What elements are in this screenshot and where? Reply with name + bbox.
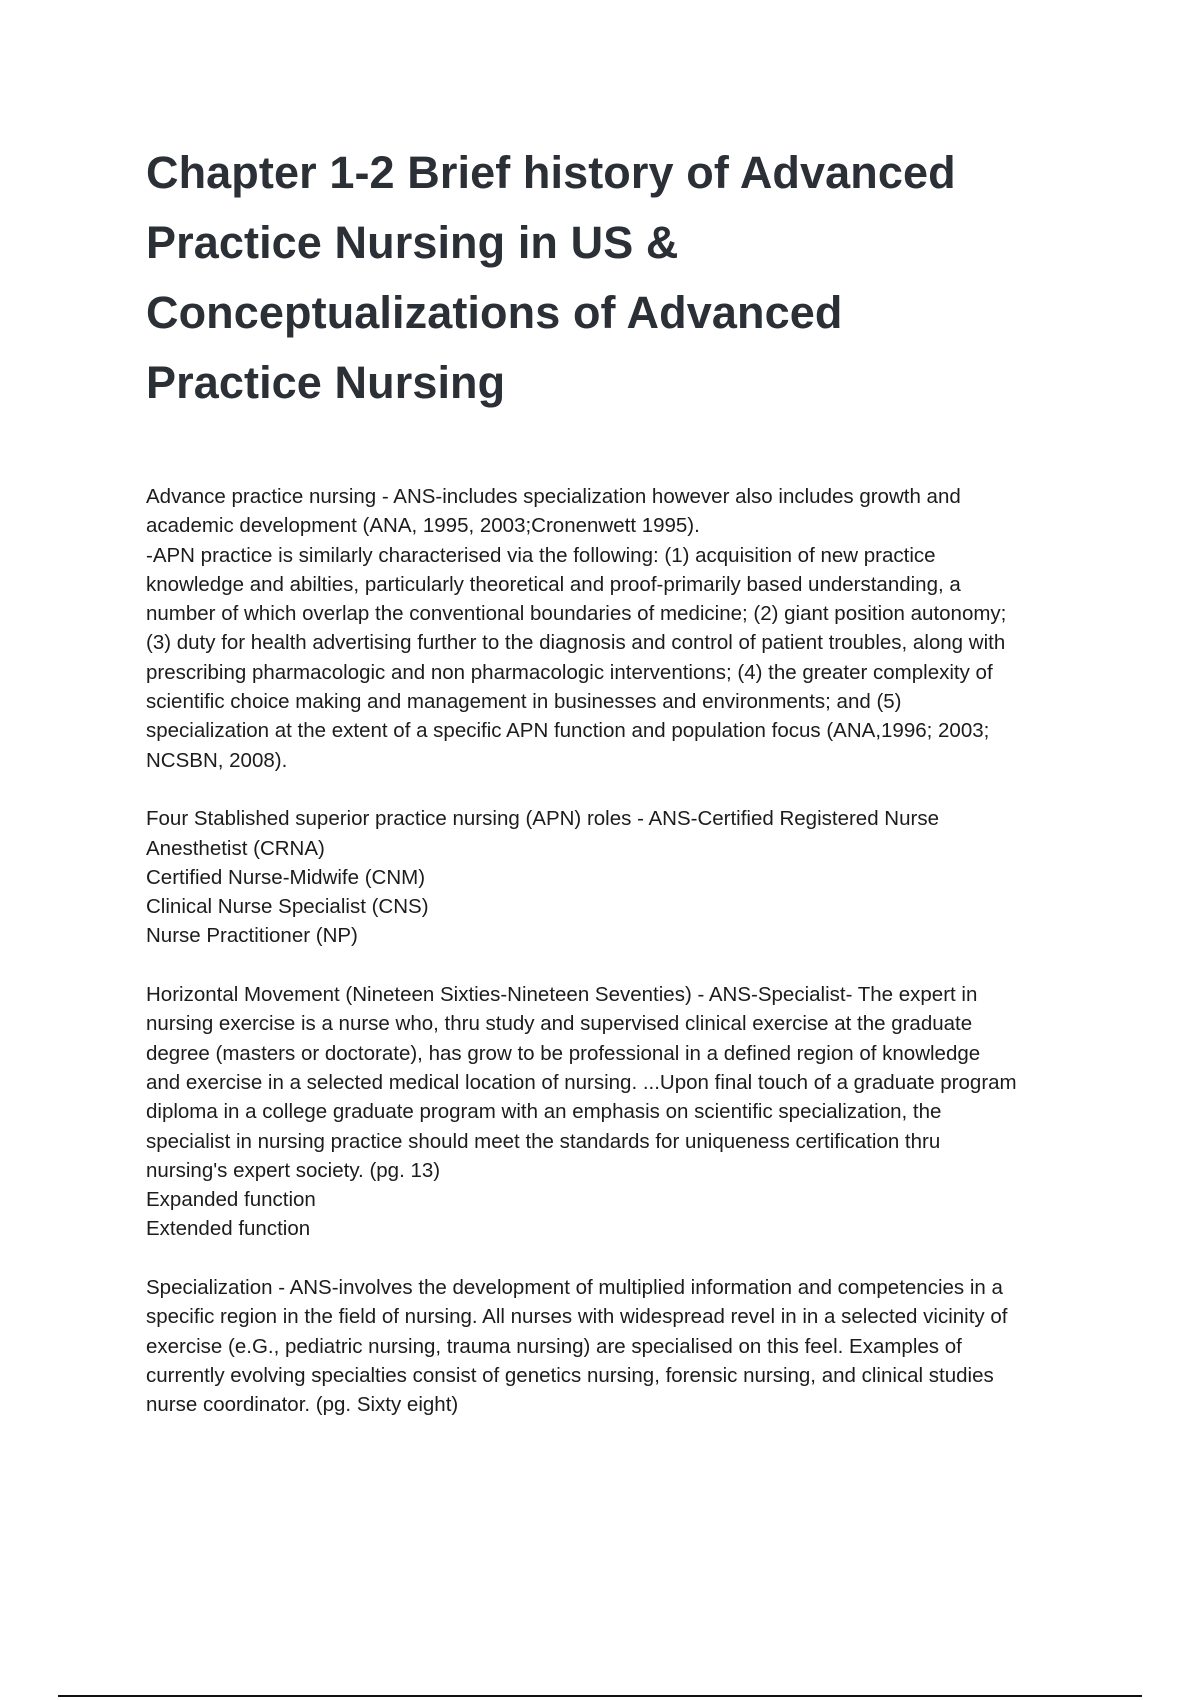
text-line: and exercise in a selected medical location of nursing. ...Upon final touch of a graduate program: [146, 1070, 1017, 1094]
text-line: (3) duty for health advertising further to the diagnosis and control of patient troubles, along with: [146, 631, 1006, 655]
text-line: currently evolving specialties consist of genetics nursing, forensic nursing, and clinical studies: [146, 1363, 994, 1387]
footer-divider: [58, 1695, 1142, 1697]
text-line: Specialization - ANS-involves the development of multiplied information and competencies in a: [146, 1276, 1003, 1300]
paragraph-horizontal-movement: [146, 980, 1096, 1244]
text-line: nursing's expert society. (pg. 13): [146, 1158, 441, 1182]
text-line: nurse coordinator. (pg. Sixty eight): [146, 1393, 459, 1417]
text-line: prescribing pharmacologic and non pharmacologic interventions; (4) the greater complexity of: [146, 660, 993, 684]
document-body: [146, 482, 1096, 1449]
text-line: Horizontal Movement (Nineteen Sixties-Nineteen Seventies) - ANS-Specialist- The expert in: [146, 983, 978, 1007]
text-line: exercise (e.G., pediatric nursing, trauma nursing) are specialised on this feel. Examples of: [146, 1334, 962, 1358]
text-line: academic development (ANA, 1995, 2003;Cronenwett 1995).: [146, 514, 700, 538]
text-line: Nurse Practitioner (NP): [146, 924, 358, 948]
text-line: Anesthetist (CRNA): [146, 836, 325, 860]
text-line: Extended function: [146, 1217, 311, 1241]
text-line: -APN practice is similarly characterised via the following: (1) acquisition of new practice: [146, 543, 936, 567]
paragraph-specialization: [146, 1273, 1096, 1419]
title-line: Conceptualizations of Advanced: [146, 287, 843, 338]
paragraph-apn-roles: [146, 804, 1096, 950]
text-line: Expanded function: [146, 1188, 316, 1212]
text-line: number of which overlap the conventional boundaries of medicine; (2) giant position autonomy;: [146, 602, 1007, 626]
text-line: Certified Nurse-Midwife (CNM): [146, 865, 426, 889]
text-line: diploma in a college graduate program with an emphasis on scientific specialization, the: [146, 1100, 942, 1124]
paragraph-advance-practice-nursing: [146, 482, 1096, 775]
text-line: nursing exercise is a nurse who, thru study and supervised clinical exercise at the graduate: [146, 1012, 973, 1036]
text-line: specialist in nursing practice should meet the standards for uniqueness certification thru: [146, 1129, 941, 1153]
text-line: degree (masters or doctorate), has grow to be professional in a defined region of knowledge: [146, 1041, 981, 1065]
text-line: Clinical Nurse Specialist (CNS): [146, 895, 429, 919]
document-title: [146, 138, 1086, 418]
text-line: Advance practice nursing - ANS-includes specialization however also includes growth and: [146, 485, 961, 508]
title-line: Chapter 1-2 Brief history of Advanced: [146, 147, 956, 198]
title-line: Practice Nursing in US &: [146, 217, 679, 268]
text-line: specific region in the field of nursing. All nurses with widespread revel in in a selected vicinity of: [146, 1305, 1008, 1329]
text-line: Four Stablished superior practice nursing (APN) roles - ANS-Certified Registered Nurse: [146, 807, 939, 831]
text-line: scientific choice making and management in businesses and environments; and (5): [146, 690, 902, 714]
text-line: specialization at the extent of a specific APN function and population focus (ANA,1996; 2003;: [146, 719, 990, 743]
title-line: Practice Nursing: [146, 357, 506, 408]
text-line: NCSBN, 2008).: [146, 748, 288, 772]
text-line: knowledge and abilties, particularly theoretical and proof-primarily based understanding, a: [146, 572, 961, 596]
